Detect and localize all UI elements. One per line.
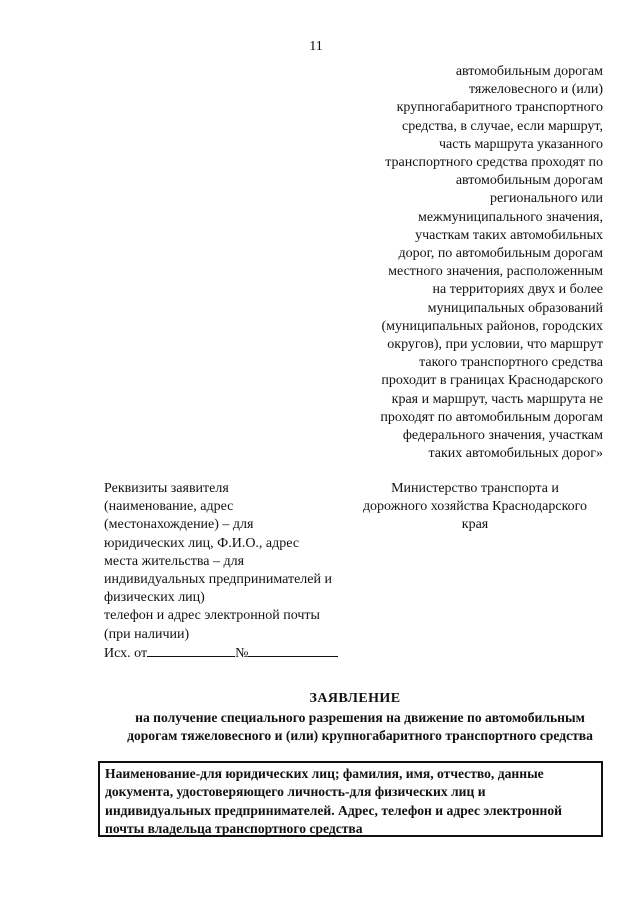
preamble-line: местного значения, расположенным [388, 264, 603, 280]
requisites-line: места жительства – для [104, 553, 245, 569]
requisites-line: (наименование, адрес [104, 499, 234, 515]
requisites-line: (при наличии) [104, 626, 190, 642]
page-number: 11 [309, 39, 323, 54]
owner-box-line: Наименование-для юридических лиц; фамилия, имя, отчество, данные [105, 766, 544, 781]
outgoing-number-sign: № [235, 645, 249, 661]
preamble-line: средства, в случае, если маршрут, [401, 118, 603, 134]
requisites-line: телефон и адрес электронной почты [104, 608, 320, 624]
preamble-line: (муниципальных районов, городских [381, 318, 603, 334]
owner-box-line: индивидуальных предпринимателей. Адрес, телефон и адрес электронной [105, 802, 563, 818]
preamble-line: участкам таких автомобильных [415, 227, 603, 243]
preamble-line: такого транспортного средства [419, 355, 603, 371]
addressee-line: края [461, 517, 489, 533]
preamble-line: проходит в границах Краснодарского [381, 373, 603, 389]
statement-subtitle [60, 709, 632, 746]
addressee-line: Министерство транспорта и [391, 481, 559, 496]
owner-box-line: почты владельца транспортного средства [105, 820, 363, 836]
preamble-line: регионального или [489, 191, 603, 207]
preamble-line: проходят по автомобильным дорогам [380, 409, 603, 425]
preamble-line: межмуниципального значения, [417, 209, 603, 225]
vehicle-owner-field-box[interactable] [98, 761, 603, 837]
requisites-line: (местонахождение) – для [104, 517, 254, 533]
addressee-line: дорожного хозяйства Краснодарского [362, 499, 588, 515]
applicant-requisites [104, 480, 354, 663]
requisites-line: индивидуальных предпринимателей и [104, 572, 332, 588]
preamble-line: федерального значения, участкам [402, 428, 603, 444]
preamble-line: автомобильным дорогам [455, 64, 603, 79]
outgoing-reference [104, 644, 354, 663]
preamble-line: округов), при условии, что маршрут [387, 337, 603, 353]
preamble-line: края и маршрут, часть маршрута не [391, 391, 603, 407]
preamble-line: крупногабаритного транспортного [396, 100, 603, 116]
statement-subtitle-line: дорогам тяжеловесного и (или) крупногабаритного транспортного средства [127, 728, 593, 744]
preamble-line: таких автомобильных дорог» [428, 446, 603, 462]
statement-subtitle-line: на получение специального разрешения на движение по автомобильным [135, 710, 585, 725]
requisites-line: юридических лиц, Ф.И.О., адрес [104, 535, 300, 551]
requisites-line: физических лиц) [104, 590, 205, 606]
preamble-line: на территориях двух и более [432, 282, 603, 298]
outgoing-date-blank[interactable] [147, 644, 235, 657]
preamble-text [340, 63, 603, 463]
statement-title: ЗАЯВЛЕНИЕ [309, 691, 401, 706]
preamble-line: дорог, по автомобильным дорогам [398, 246, 603, 262]
preamble-line: автомобильным дорогам [455, 173, 603, 189]
owner-box-line: документа, удостоверяющего личность-для физических лиц и [105, 784, 486, 800]
preamble-line: транспортного средства проходят по [385, 155, 603, 171]
requisites-line: Реквизиты заявителя [104, 481, 229, 496]
preamble-line: муниципальных образований [427, 300, 603, 316]
outgoing-number-blank[interactable] [248, 644, 338, 657]
outgoing-date-label: Исх. от [104, 645, 148, 661]
preamble-line: тяжеловесного и (или) [468, 82, 603, 98]
preamble-line: часть маршрута указанного [439, 136, 603, 152]
addressee-block [350, 480, 600, 535]
